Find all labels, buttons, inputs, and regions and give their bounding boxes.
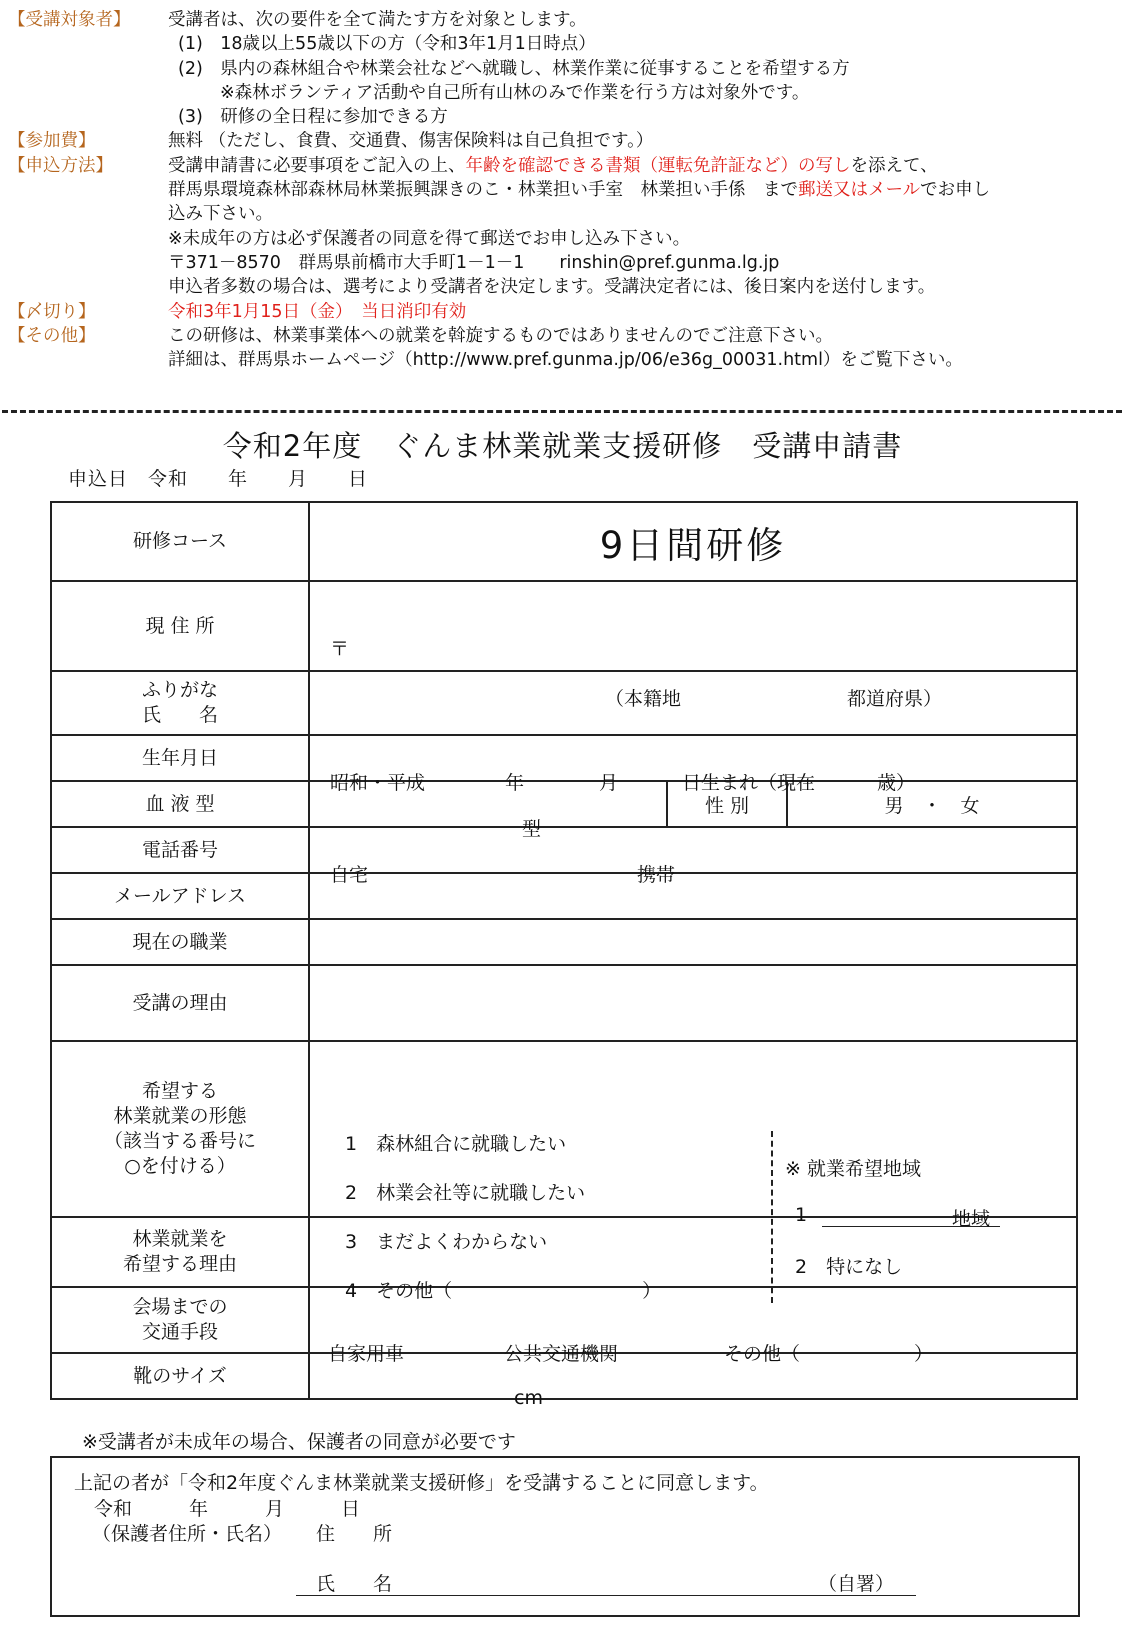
address-row xyxy=(51,581,1077,671)
consent-date[interactable]: 令和 年 月 日 xyxy=(94,1498,361,1520)
guardian-address-field[interactable] xyxy=(296,1542,916,1568)
region-option-1-number[interactable]: 1 xyxy=(795,1204,808,1226)
furigana-label: ふりがな xyxy=(141,679,218,701)
birth-row xyxy=(51,735,1077,781)
target-label: 【受講対象者】 xyxy=(8,10,131,30)
fee-label: 【参加費】 xyxy=(8,131,96,152)
sex-options[interactable]: 男 ・ 女 xyxy=(787,781,1077,827)
email-row xyxy=(51,873,1077,919)
address-field[interactable] xyxy=(309,581,1077,710)
blood-sex-row xyxy=(51,781,1077,827)
region-title: ※ 就業希望地域 xyxy=(785,1158,921,1180)
shoe-label: 靴のサイズ xyxy=(51,1353,309,1399)
target-intro: 受講者は、次の要件を全て満たす方を対象とします。 xyxy=(168,10,587,30)
guardian-consent-box xyxy=(50,1456,1080,1617)
job-row xyxy=(51,919,1077,965)
signature-line[interactable] xyxy=(296,1595,916,1596)
form-title: 令和2年度 ぐんま林業就業支援研修 受講申請書 xyxy=(222,429,903,463)
requirement-2: (2) 県内の森林組合や林業会社などへ就職し、林業作業に従事することを希望する方 xyxy=(178,58,850,79)
apply-line-1: 受講申請書に必要事項をご記入の上、年齢を確認できる書類（運転免許証など）の写しを添えて、 xyxy=(168,155,938,176)
apply-line-4: ※未成年の方は必ず保護者の同意を得て郵送でお申し込み下さい。 xyxy=(168,228,691,249)
name-field[interactable] xyxy=(309,671,1077,735)
guardian-address-label: 住 所 xyxy=(316,1523,393,1545)
wish-option-4[interactable]: 4 その他（ ） xyxy=(345,1280,662,1302)
required-document-note: 年齢を確認できる書類（運転免許証など）の写し xyxy=(465,155,851,176)
application-date-line: 申込日 令和 年 月 日 xyxy=(68,468,369,490)
job-label: 現在の職業 xyxy=(51,919,309,965)
birth-era: 昭和・平成 xyxy=(330,772,426,794)
reason-field[interactable] xyxy=(309,965,1077,1041)
apply-label: 【申込方法】 xyxy=(8,155,113,176)
email-label: メールアドレス xyxy=(51,873,309,919)
name-header xyxy=(51,671,309,735)
name-label: 氏 名 xyxy=(141,704,218,726)
employment-wish-field xyxy=(309,1041,1077,1302)
shoe-unit: cm xyxy=(514,1387,543,1409)
blood-label: 血 液 型 xyxy=(51,781,309,827)
honseki-label: （本籍地 xyxy=(605,688,682,710)
deadline-text: 令和3年1月15日（金） 当日消印有効 xyxy=(168,301,467,322)
employment-wish-label: 希望する 林業就業の形態 （該当する番号に ○を付ける） xyxy=(51,1041,309,1217)
requirement-1: (1) 18歳以上55歳以下の方（令和3年1月1日時点） xyxy=(178,34,596,55)
job-field[interactable] xyxy=(309,919,1077,965)
guardian-sign-note: （自署） xyxy=(818,1573,895,1595)
cut-line-divider xyxy=(2,410,1122,413)
region-divider xyxy=(771,1131,773,1303)
requirement-3: (3) 研修の全日程に参加できる方 xyxy=(178,107,448,128)
course-value: 9日間研修 xyxy=(309,502,1077,581)
blood-unit: 型 xyxy=(522,818,542,840)
region-option-2[interactable]: 2 特になし xyxy=(795,1256,903,1278)
reason-label: 受講の理由 xyxy=(51,965,309,1041)
other-label: 【その他】 xyxy=(8,325,96,346)
phone-mobile-label: 携帯 xyxy=(637,864,676,886)
reason-row xyxy=(51,965,1077,1041)
phone-field[interactable] xyxy=(309,827,1077,886)
birth-year-unit: 年 xyxy=(505,772,525,794)
guardian-name-label: 氏 名 xyxy=(316,1573,393,1595)
wish-option-3[interactable]: 3 まだよくわからない xyxy=(345,1231,548,1253)
apply-address-line: 〒371－8570 群馬県前橋市大手町1－1－1 rinshin@pref.gunma.lg.jp xyxy=(168,252,780,273)
info-section xyxy=(8,8,1118,372)
phone-home-label: 自宅 xyxy=(330,864,369,886)
birth-field[interactable] xyxy=(309,735,1077,794)
transport-public[interactable]: 公共交通機関 xyxy=(504,1343,619,1365)
course-row xyxy=(51,502,1077,581)
deadline-label: 【〆切り】 xyxy=(8,301,96,322)
course-label: 研修コース xyxy=(51,502,309,581)
birth-month-unit: 月 xyxy=(599,772,619,794)
email-field[interactable] xyxy=(309,873,1077,919)
transport-car[interactable]: 自家用車 xyxy=(328,1343,405,1365)
apply-line-2: 群馬県環境森林部森林局林業振興課きのこ・林業担い手室 林業担い手係 まで郵送又はメールでお申し xyxy=(168,180,991,201)
apply-line-3: 込み下さい。 xyxy=(168,204,273,225)
consent-statement: 上記の者が「令和2年度ぐんま林業就業支援研修」を受講することに同意します。 xyxy=(74,1472,769,1494)
address-label: 現 住 所 xyxy=(51,581,309,671)
other-line-1: この研修は、林業事業体への就業を斡旋するものではありませんのでご注意下さい。 xyxy=(168,325,833,346)
birth-label: 生年月日 xyxy=(51,735,309,781)
wish-option-2[interactable]: 2 林業会社等に就職したい xyxy=(345,1182,586,1204)
phone-row xyxy=(51,827,1077,873)
transport-other[interactable]: その他（ ） xyxy=(724,1343,934,1365)
guardian-label: （保護者住所・氏名） xyxy=(92,1523,283,1545)
postal-mark: 〒 xyxy=(330,638,350,660)
wish-option-1[interactable]: 1 森林組合に就職したい xyxy=(345,1133,567,1155)
age-unit: 歳） xyxy=(877,772,916,794)
submission-method: 郵送又はメール xyxy=(798,180,921,201)
sex-label: 性 別 xyxy=(667,781,787,827)
other-line-2: 詳細は、群馬県ホームページ（http://www.pref.gunma.jp/06/e36g_00031.html）をご覧下さい。 xyxy=(168,350,963,371)
birth-day-current: 日生まれ（現在 xyxy=(682,772,816,794)
requirement-2-note: ※森林ボランティア活動や自己所有山林のみで作業を行う方は対象外です。 xyxy=(220,82,810,103)
shoe-field[interactable] xyxy=(309,1353,1077,1409)
region-option-1-suffix: 地域 xyxy=(952,1208,991,1230)
phone-label: 電話番号 xyxy=(51,827,309,873)
minor-consent-note: ※受講者が未成年の場合、保護者の同意が必要です xyxy=(82,1431,516,1453)
employment-wish-row xyxy=(51,1041,1077,1217)
wish-reason-label: 林業就業を 希望する理由 xyxy=(51,1217,309,1287)
prefecture-label: 都道府県） xyxy=(847,688,943,710)
transport-label: 会場までの 交通手段 xyxy=(51,1287,309,1353)
apply-line-6: 申込者多数の場合は、選考により受講者を決定します。受講決定者には、後日案内を送付します。 xyxy=(168,277,936,298)
fee-text: 無料 （ただし、食費、交通費、傷害保険料は自己負担です。） xyxy=(168,131,654,152)
application-form-table xyxy=(50,501,1078,1409)
